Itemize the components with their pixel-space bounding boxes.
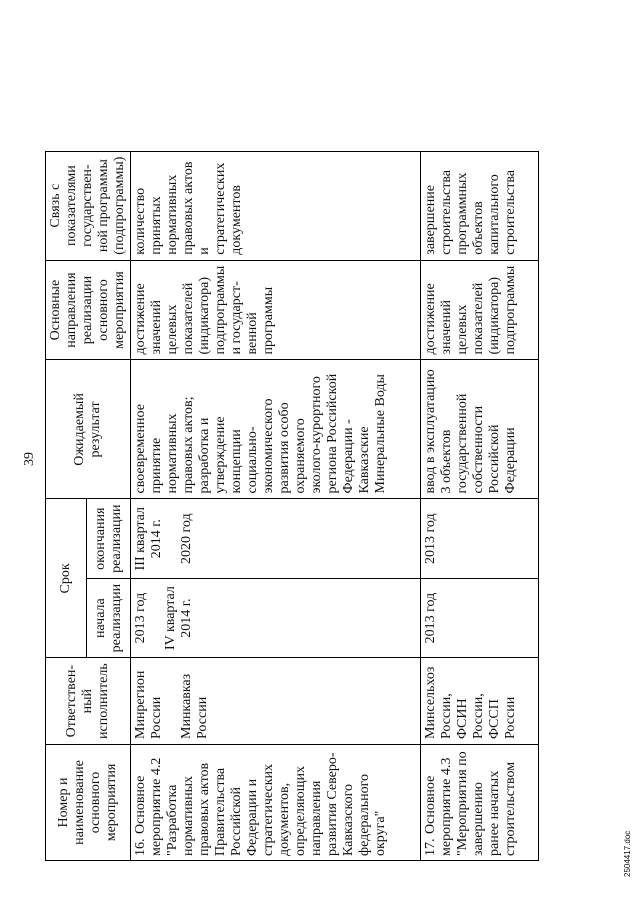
row-16-directions-cell: достижение значений целевых показателей (индикатора) подпрограммы и государст-венной программы [131, 260, 421, 360]
row-17-name-cell [421, 745, 539, 861]
header-num-name: Номер и наименование основного мероприятия [46, 745, 131, 861]
end-date-2: 2020 год [179, 513, 194, 564]
executor-primary: Минрегион России [133, 670, 164, 739]
header-start: начала реализации [87, 578, 131, 657]
header-row-1 [46, 151, 87, 860]
header-result: Ожидаемый результат [46, 360, 131, 499]
table-row [421, 151, 539, 860]
event-name: Основное мероприятие 4.3 "Мероприятия по завершению ранее начатых строительством [423, 751, 518, 856]
header-executor: Ответствен-ный исполнитель [46, 658, 131, 745]
row-17-start-cell: 2013 год [421, 578, 539, 657]
row-17-executor-cell: Минсельхоз России, ФСИН России, ФССП России [421, 658, 539, 745]
page-number: 39 [22, 452, 37, 466]
header-end: окончания реализации [87, 499, 131, 578]
row-number: 17. [423, 838, 438, 856]
row-17-end-cell: 2013 год [421, 499, 539, 578]
row-16-end-cell [131, 499, 421, 578]
header-term: Срок [46, 499, 87, 658]
row-16-executor-cell [131, 658, 421, 745]
row-17-directions-cell: достижение значений целевых показателей (индикатора) подпрограммы [421, 260, 539, 360]
document-footer: 2504417.doc [623, 830, 632, 877]
row-16-result-cell: своевременное принятие нормативных правовых актов; разработка и утверждение концепции социально-экономического развития особо охраняемого эколого-курортного региона Российской Федерации - Кавказские Минеральные Воды [131, 360, 421, 499]
row-16-link-cell: количество принятых нормативных правовых актов и стратегических документов [131, 151, 421, 260]
row-17-result-cell: ввод в эксплуатацию 3 объектов государственной собственности Российской Федерации [421, 360, 539, 499]
header-link: Связь с показателями государствен-ной программы (подпрограммы) [46, 151, 131, 260]
header-directions: Основные направления реализации основного мероприятия [46, 260, 131, 360]
event-name: Основное мероприятие 4.2 "Разработка нормативных правовых актов Правительства Российской Федерации и стратегических документов, определяющих направления развития Северо-Кавказского федерального округа" [133, 752, 388, 856]
end-date-1: III квартал 2014 г. [133, 507, 164, 571]
table-row [131, 151, 421, 860]
row-17-link-cell: завершение строительства программных объектов капитального строительства [421, 151, 539, 260]
start-date-2: IV квартал 2014 г. [163, 586, 194, 651]
events-table [45, 151, 539, 861]
row-16-start-cell [131, 578, 421, 657]
row-16-name-cell [131, 745, 421, 861]
executor-secondary: Минкавказ России [179, 673, 210, 739]
start-date-1: 2013 год [133, 592, 148, 644]
row-number: 16. [133, 838, 148, 856]
